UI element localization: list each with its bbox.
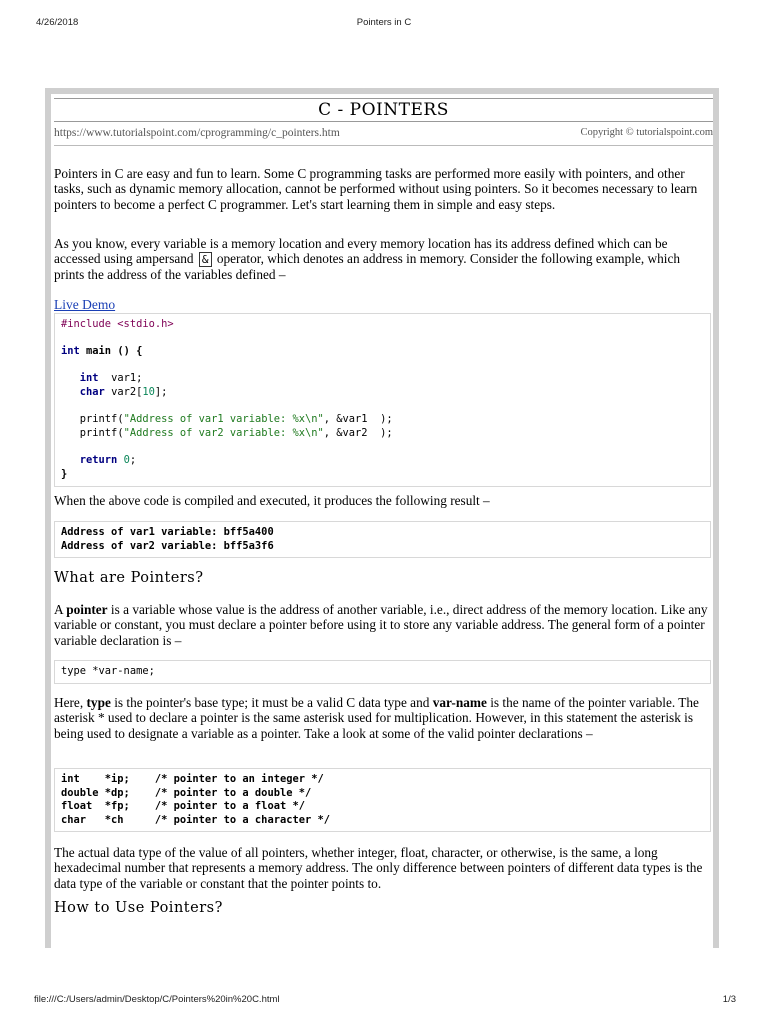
printf2-args: , &var2 ); [323, 426, 393, 439]
return-end: ; [129, 453, 137, 466]
live-demo-link[interactable]: Live Demo [54, 297, 116, 312]
pointer-def-a: A [54, 602, 63, 617]
print-footer [0, 994, 768, 1008]
decl-int: int *ip; /* pointer to an integer */ [61, 773, 324, 785]
main-keyword: int [61, 345, 80, 358]
data-types-paragraph: The actual data type of the value of all pointers, whether integer, float, character, or otherwise, is the same, a long hexadecimal number that represents a memory address. The only difference between pointers of different data types is the data type of the variable or constant that the pointer points to. [54, 845, 703, 891]
ampersand-code: & [199, 252, 212, 267]
divider [54, 145, 713, 146]
output-block [54, 521, 711, 558]
var1-type: int [79, 372, 99, 385]
print-header [0, 17, 768, 31]
printf2-string: "Address of var2 variable: %x\n" [123, 426, 324, 439]
var2-decl: var2[ [104, 385, 143, 398]
page-title: C - POINTERS [318, 100, 449, 120]
address-paragraph [54, 236, 711, 283]
address-paragraph-a: As you know, every variable is a memory location and every memory location has its address defined which can be accessed using ampersand [54, 236, 668, 267]
meta-row [54, 127, 713, 143]
output-line-2: Address of var2 variable: bff5a3f6 [61, 539, 274, 552]
type-term: type [86, 695, 111, 710]
return-keyword: return [79, 453, 118, 466]
closing-brace: } [61, 467, 68, 480]
file-path: file:///C:/Users/admin/Desktop/C/Pointers%20in%20C.html [34, 994, 280, 1005]
include-line: #include <stdio.h> [61, 318, 174, 330]
printf1-args: , &var1 ); [323, 413, 393, 426]
var2-size: 10 [142, 385, 155, 398]
intro-paragraph: Pointers in C are easy and fun to learn. Some C programming tasks are performed more easily with pointers, and other tasks, such as dynamic memory allocation, cannot be performed without using pointers. So it becomes necessary to learn pointers to become a perfect C programmer. Let's start learning them in simple and easy steps. [54, 166, 698, 212]
declaration-syntax-text: type *var-name; [61, 665, 155, 677]
heading-how-to-use: How to Use Pointers? [54, 900, 223, 916]
title-bar [54, 98, 713, 122]
var1-decl: var1; [98, 372, 143, 385]
decl-double: double *dp; /* pointer to a double */ [61, 786, 312, 799]
var2-end: ]; [154, 385, 168, 398]
result-intro: When the above code is compiled and executed, it produces the following result – [54, 493, 490, 508]
here-a: Here, [54, 695, 84, 710]
declarations-block [54, 768, 711, 832]
here-b: is the pointer's base type; it must be a valid C data type and [114, 695, 430, 710]
heading-what-are-pointers: What are Pointers? [54, 570, 204, 586]
here-c: is the name of the pointer variable. The asterisk * used to declare a pointer is the same asterisk used for multiplication. However, in this statement the asterisk is being used to designate a variable as a pointer. Take a look at some of the valid pointer declarations – [54, 695, 699, 741]
source-url: https://www.tutorialspoint.com/cprogramming/c_pointers.htm [54, 127, 340, 139]
main-signature: main () { [79, 345, 143, 358]
var-name-term: var-name [432, 695, 487, 710]
copyright: Copyright © tutorialspoint.com [580, 127, 713, 138]
decl-float: float *fp; /* pointer to a float */ [61, 800, 305, 813]
printf2-fn: printf( [79, 426, 124, 439]
address-paragraph-b: operator, which denotes an address in memory. Consider the following example, which prints the address of the variables defined – [54, 251, 680, 283]
pointer-def-b: is a variable whose value is the address of another variable, i.e., direct address of the memory location. Like any variable or constant, you must declare a pointer before using it to store any variable address. The general form of a pointer variable declaration is – [54, 602, 708, 648]
var2-type: char [79, 385, 105, 398]
decl-char: char *ch /* pointer to a character */ [61, 813, 330, 826]
print-title: Pointers in C [356, 17, 412, 28]
output-line-1: Address of var1 variable: bff5a400 [61, 526, 274, 538]
base-type-paragraph [54, 695, 711, 741]
return-value: 0 [123, 453, 130, 466]
pointer-term: pointer [66, 602, 108, 617]
printf1-fn: printf( [79, 413, 124, 426]
declaration-syntax [54, 660, 711, 684]
printf1-string: "Address of var1 variable: %x\n" [123, 413, 324, 426]
pointer-definition [54, 602, 711, 648]
page-frame [45, 88, 719, 948]
page-count: 1/3 [722, 994, 736, 1005]
code-example-1 [54, 313, 711, 487]
print-date: 4/26/2018 [36, 17, 79, 28]
